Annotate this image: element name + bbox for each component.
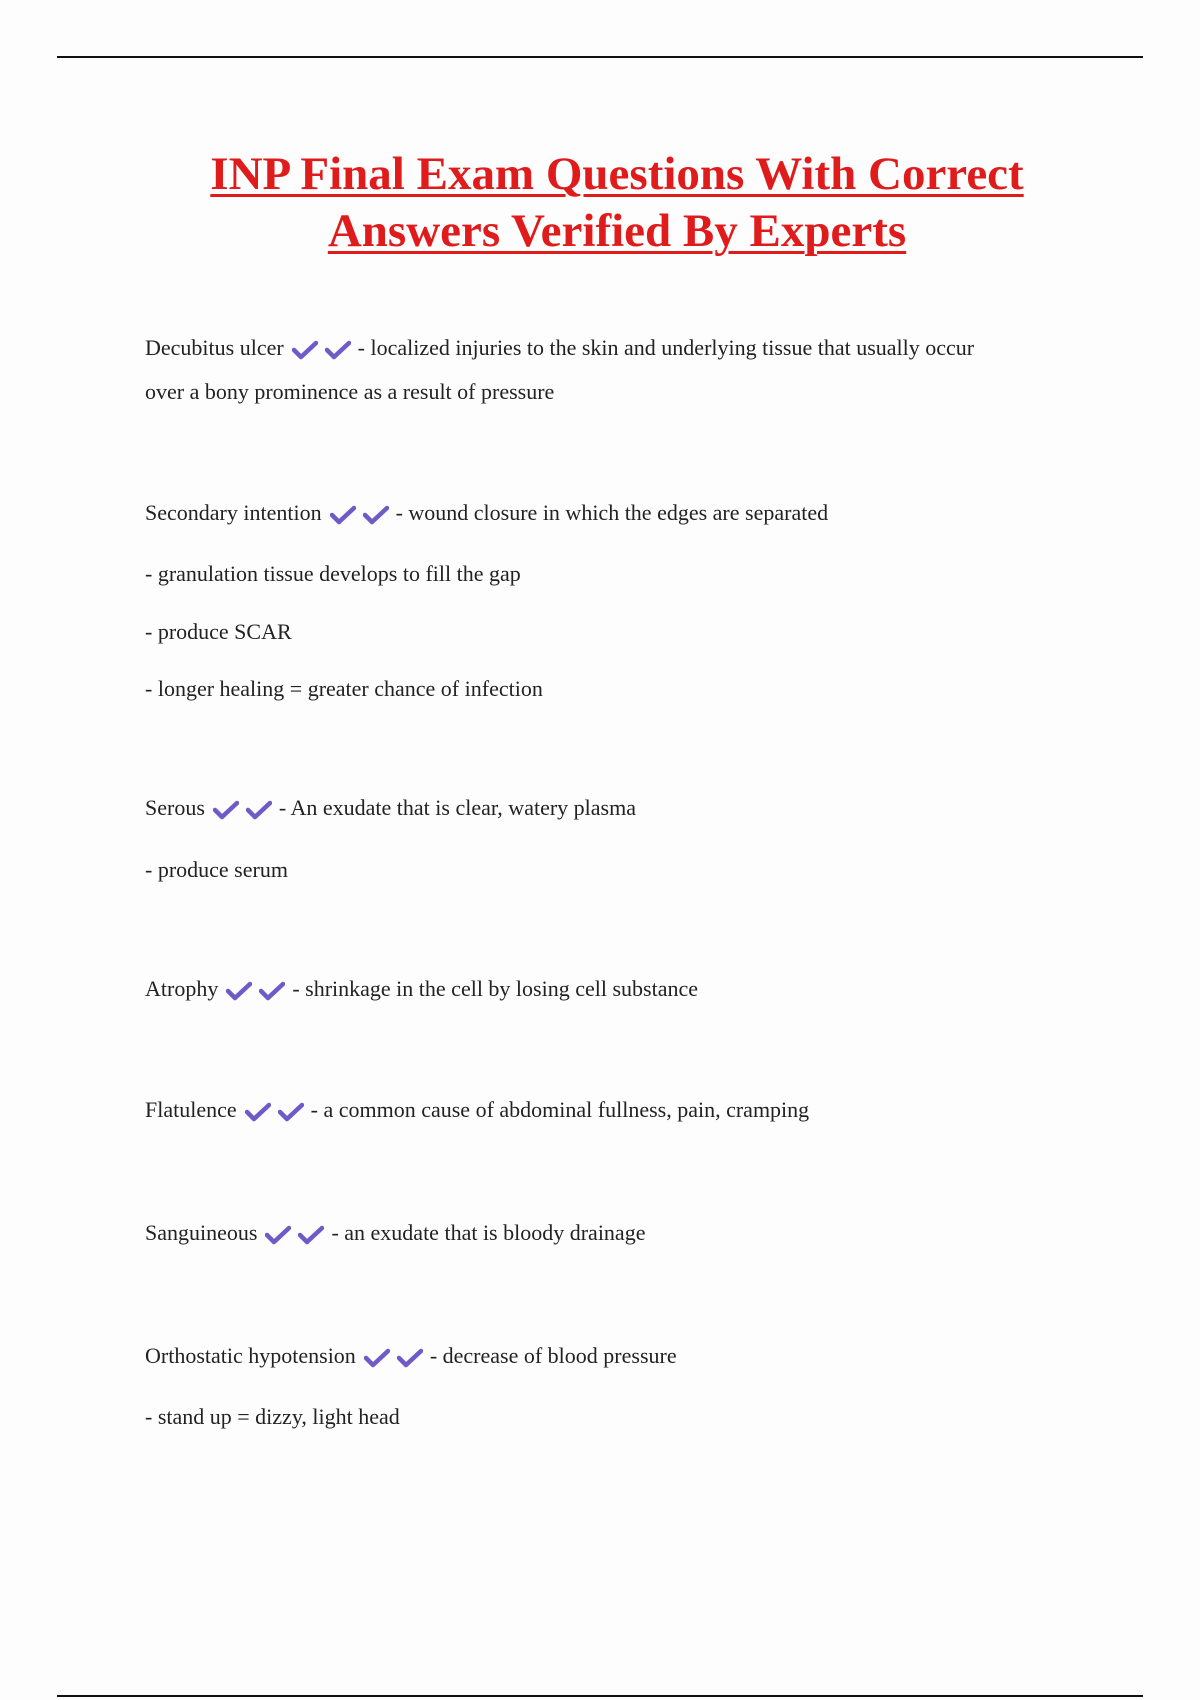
check-icon [245, 1102, 271, 1122]
qa-entry-flatulence [145, 1096, 809, 1124]
qa-entry-orthostatic-hypotension [145, 1342, 677, 1370]
bullet-line: - longer healing = greater chance of infection [145, 676, 543, 701]
title-line-1: INP Final Exam Questions With Correct [210, 148, 1024, 200]
term: Serous [145, 795, 205, 820]
check-icon [325, 340, 351, 360]
check-icon [330, 505, 356, 525]
definition: - an exudate that is bloody drainage [331, 1220, 646, 1245]
term: Orthostatic hypotension [145, 1343, 356, 1368]
definition: - a common cause of abdominal fullness, pain, cramping [310, 1097, 810, 1122]
term: Atrophy [145, 976, 219, 1001]
check-icon [364, 1348, 390, 1368]
check-icon [259, 981, 285, 1001]
check-icon [246, 800, 272, 820]
check-icon [292, 340, 318, 360]
check-icon [397, 1348, 423, 1368]
definition-continuation: over a bony prominence as a result of pressure [145, 379, 555, 404]
check-icon [278, 1102, 304, 1122]
bullet-line: - produce serum [145, 857, 288, 882]
page-title [100, 146, 1134, 260]
check-icon [298, 1225, 324, 1245]
top-rule [57, 56, 1143, 58]
definition: - decrease of blood pressure [429, 1343, 677, 1368]
qa-entry-atrophy [145, 975, 698, 1003]
check-icon [226, 981, 252, 1001]
definition: - shrinkage in the cell by losing cell substance [292, 976, 698, 1001]
bullet-line: - granulation tissue develops to fill the gap [145, 561, 521, 586]
check-icon [363, 505, 389, 525]
term: Secondary intention [145, 500, 322, 525]
bottom-rule [57, 1695, 1143, 1697]
bullet-line: - stand up = dizzy, light head [145, 1404, 400, 1429]
term: Flatulence [145, 1097, 237, 1122]
term: Decubitus ulcer [145, 335, 284, 360]
term: Sanguineous [145, 1220, 258, 1245]
qa-entry-decubitus-ulcer [145, 334, 974, 362]
check-icon [265, 1225, 291, 1245]
qa-entry-sanguineous [145, 1219, 645, 1247]
qa-entry-serous [145, 794, 636, 822]
definition: - wound closure in which the edges are separated [395, 500, 829, 525]
bullet-line: - produce SCAR [145, 619, 292, 644]
title-line-2: Answers Verified By Experts [327, 205, 907, 257]
qa-entry-secondary-intention [145, 499, 828, 527]
definition: - An exudate that is clear, watery plasma [278, 795, 636, 820]
definition: - localized injuries to the skin and underlying tissue that usually occur [357, 335, 975, 360]
check-icon [213, 800, 239, 820]
